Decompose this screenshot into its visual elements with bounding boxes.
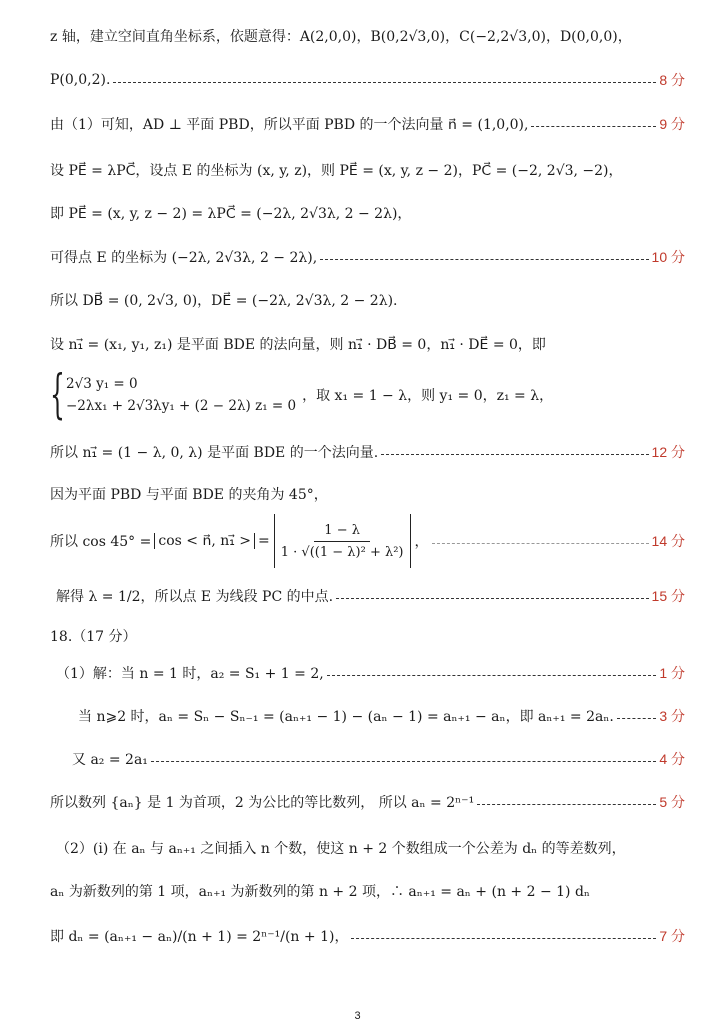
text: z 轴，建立空间直角坐标系，依题意得：A(2,0,0)，B(0,2√3,0)，C(−2,2√3,0)，D(0,0,0)， — [50, 29, 632, 45]
text: ， — [414, 534, 429, 550]
line-part2 — [56, 834, 685, 862]
abs-cos: cos < n⃗, n₁⃗ > — [154, 533, 255, 549]
line-a2 — [72, 745, 685, 773]
leader-dashes — [381, 454, 648, 455]
question-heading: 18.（17 分） — [50, 629, 137, 645]
score-mark: 8 分 — [659, 72, 685, 88]
leader-dashes — [320, 259, 648, 260]
equation-1: 2√3 y₁ = 0 — [66, 376, 138, 392]
line-normal-bde — [50, 330, 685, 358]
line-part1-start — [56, 659, 685, 687]
equation-system — [50, 366, 690, 424]
line-recurrence — [78, 702, 685, 730]
text: 所以 DB⃗ = (0, 2√3, 0)，DE⃗ = (−2λ, 2√3λ, 2 − 2λ). — [50, 293, 398, 309]
leader-dashes — [432, 543, 649, 544]
text: 因为平面 PBD 与平面 BDE 的夹角为 45°， — [50, 487, 328, 503]
text: 即 PE⃗ = (x, y, z − 2) = λPC⃗ = (−2λ, 2√3λ, 2 − 2λ)， — [50, 206, 412, 222]
equals-sign: = — [258, 533, 270, 549]
line-cosine-equation — [50, 512, 685, 570]
equation-stack — [66, 376, 296, 414]
leader-dashes — [113, 82, 656, 83]
leader-dashes — [351, 938, 656, 939]
text: 又 a₂ = 2a₁ — [72, 752, 148, 768]
text: 所以 cos 45° = — [50, 534, 152, 550]
equation-2: −2λx₁ + 2√3λy₁ + (2 − 2λ) z₁ = 0 — [66, 398, 297, 414]
score-mark: 9 分 — [659, 116, 685, 132]
score-mark: 3 分 — [659, 708, 685, 724]
line-solve-lambda — [56, 582, 685, 610]
text: 可得点 E 的坐标为 (−2λ, 2√3λ, 2 − 2λ), — [50, 250, 318, 266]
line-set-pe — [50, 156, 685, 184]
denominator: 1 · √((1 − λ)² + λ²) — [280, 544, 404, 560]
abs-fraction — [274, 514, 411, 568]
line-db-de — [50, 286, 685, 314]
score-mark: 14 分 — [651, 533, 685, 549]
text: （1）解：当 n = 1 时，a₂ = S₁ + 1 = 2, — [56, 666, 324, 682]
text: 设 PE⃗ = λPC⃗，设点 E 的坐标为 (x, y, z)，则 PE⃗ = (x, y, z − 2)，PC⃗ = (−2, 2√3, −2)， — [50, 163, 623, 179]
line-dn — [50, 922, 685, 950]
line-geometric — [50, 788, 685, 816]
text: 所以 n₁⃗ = (1 − λ, 0, λ) 是平面 BDE 的一个法向量. — [50, 445, 379, 461]
leader-dashes — [617, 718, 656, 719]
text: 即 dₙ = (aₙ₊₁ − aₙ)/(n + 1) = 2ⁿ⁻¹/(n + 1)， — [50, 929, 349, 945]
score-mark: 10 分 — [651, 249, 685, 265]
leader-dashes — [151, 761, 656, 762]
text: 所以数列 {aₙ} 是 1 为首项，2 为公比的等比数列， 所以 aₙ = 2ⁿ⁻¹ — [50, 795, 475, 811]
score-mark: 4 分 — [659, 751, 685, 767]
page-number: 3 — [354, 1010, 361, 1022]
line-n1-result — [50, 438, 685, 466]
line-point-e — [50, 243, 685, 271]
score-mark: 7 分 — [659, 928, 685, 944]
line-point-p — [50, 66, 685, 94]
line-pe-lambda — [50, 199, 685, 227]
numerator: 1 − λ — [314, 523, 370, 542]
text: （2）(i) 在 aₙ 与 aₙ₊₁ 之间插入 n 个数，使这 n + 2 个数组成一个公差为 dₙ 的等差数列， — [56, 841, 626, 857]
line-question-18 — [50, 622, 685, 650]
text: ，取 x₁ = 1 − λ，则 y₁ = 0，z₁ = λ， — [302, 388, 554, 404]
line-coordinates — [50, 22, 685, 50]
score-mark: 1 分 — [659, 665, 685, 681]
line-new-sequence — [50, 877, 685, 905]
leader-dashes — [336, 598, 648, 599]
text: 解得 λ = 1/2，所以点 E 为线段 PC 的中点. — [56, 589, 334, 605]
text: aₙ 为新数列的第 1 项，aₙ₊₁ 为新数列的第 n + 2 项，∴ aₙ₊₁ = aₙ + (n + 2 − 1) dₙ — [50, 884, 590, 900]
score-mark: 5 分 — [659, 794, 685, 810]
text: P(0,0,2). — [50, 72, 111, 88]
text: 由（1）可知，AD ⊥ 平面 PBD，所以平面 PBD 的一个法向量 n⃗ = (1,0,0), — [50, 117, 529, 133]
text: 当 n⩾2 时，aₙ = Sₙ − Sₙ₋₁ = (aₙ₊₁ − 1) − (aₙ − 1) = aₙ₊₁ − aₙ，即 aₙ₊₁ = 2aₙ. — [78, 709, 614, 725]
leader-dashes — [531, 126, 656, 127]
leader-dashes — [327, 675, 657, 676]
score-mark: 15 分 — [651, 588, 685, 604]
line-normal-vector — [50, 110, 685, 138]
line-angle — [50, 480, 685, 508]
score-mark: 12 分 — [651, 444, 685, 460]
text: 设 n₁⃗ = (x₁, y₁, z₁) 是平面 BDE 的法向量，则 n₁⃗ · DB⃗ = 0，n₁⃗ · DE⃗ = 0，即 — [50, 337, 546, 353]
brace: { — [50, 365, 65, 425]
leader-dashes — [477, 804, 656, 805]
